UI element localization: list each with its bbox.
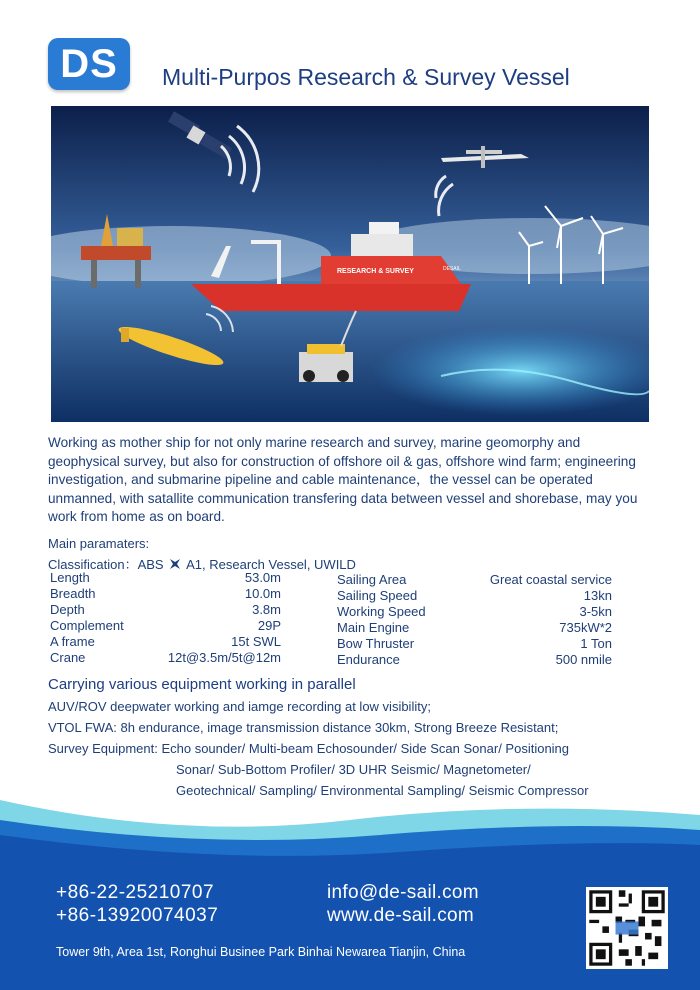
equipment-vtol: VTOL FWA: 8h endurance, image transmission distance 30km, Strong Breeze Resistant;	[48, 720, 559, 735]
hero-illustration	[51, 106, 649, 422]
spec-value: 15t SWL	[231, 634, 281, 649]
spec-value: 53.0m	[244, 570, 281, 585]
main-params-heading: Main paramaters:	[48, 536, 150, 551]
spec-label: Sailing Speed	[337, 588, 418, 603]
spec-row	[337, 636, 612, 651]
maltese-cross-icon	[169, 558, 181, 570]
spec-label: Depth	[50, 602, 85, 617]
spec-row	[50, 618, 281, 633]
spec-row	[50, 634, 281, 649]
equipment-auv: AUV/ROV deepwater working and iamge recording at low visibility;	[48, 699, 431, 714]
page-title: Multi-Purpos Research & Survey Vessel	[162, 64, 570, 90]
spec-label: A frame	[50, 634, 95, 649]
spec-label: Breadth	[50, 586, 96, 601]
spec-value: Great coastal service	[489, 572, 612, 587]
spec-value: 500 nmile	[555, 652, 612, 667]
rov-icon	[299, 344, 353, 382]
equipment-survey-line-2: Sonar/ Sub-Bottom Profiler/ 3D UHR Seismic/ Magnetometer/	[176, 762, 531, 777]
spec-value: 3.8m	[252, 602, 281, 617]
spec-row	[50, 650, 281, 665]
spec-value: 1 Ton	[580, 636, 612, 651]
spec-label: Length	[50, 570, 90, 585]
spec-value: 10.0m	[244, 586, 281, 601]
equipment-survey-line-3: Geotechnical/ Sampling/ Environmental Sampling/ Seismic Compressor	[176, 783, 589, 798]
spec-row	[337, 620, 612, 635]
website[interactable]: www.de-sail.com	[327, 905, 475, 926]
equipment-survey-line-1: Survey Equipment: Echo sounder/ Multi-beam Echosounder/ Side Scan Sonar/ Positioning	[48, 741, 570, 756]
spec-value: 13kn	[583, 588, 612, 603]
ship-name: DESAIL	[443, 266, 461, 272]
spec-row	[337, 604, 612, 619]
qr-code-icon	[586, 887, 668, 969]
spec-row	[337, 572, 612, 587]
intro-paragraph: Working as mother ship for not only marine research and survey, marine geomorphy and geophysical survey, but also for construction of offshore oil & gas, offshore wind farm; engineering investigation, and submarine pipeline and cable maintenance，the vessel can be operated unmanned, with satallite communication transfering data between vessel and shorebase, may you work from home as on board.	[48, 435, 638, 525]
address: Tower 9th, Area 1st, Ronghui Businee Park Binhai Newarea Tianjin, China	[56, 945, 466, 959]
spec-value: 29P	[257, 618, 281, 633]
spec-row	[337, 652, 612, 667]
equipment-heading: Carrying various equipment working in parallel	[48, 676, 356, 693]
spec-row	[50, 602, 281, 617]
spec-label: Sailing Area	[337, 572, 407, 587]
classification-label: Classification：	[48, 557, 138, 572]
spec-label: Complement	[50, 618, 124, 633]
email[interactable]: info@de-sail.com	[327, 882, 479, 903]
ship-label: RESEARCH & SURVEY	[337, 268, 414, 275]
spec-label: Endurance	[337, 652, 400, 667]
spec-label: Working Speed	[337, 604, 426, 619]
classification-notation: A1, Research Vessel, UWILD	[186, 557, 356, 572]
spec-row	[337, 588, 612, 603]
spec-label: Main Engine	[337, 620, 410, 635]
phone-2: +86-13920074037	[56, 905, 219, 926]
spec-row	[50, 586, 281, 601]
spec-label: Crane	[50, 650, 86, 665]
spec-value: 735kW*2	[559, 620, 612, 635]
spec-row	[50, 570, 281, 585]
spec-value: 12t@3.5m/5t@12m	[167, 650, 281, 665]
spec-value: 3-5kn	[579, 604, 612, 619]
phone-1: +86-22-25210707	[56, 882, 215, 903]
classification-society: ABS	[137, 557, 164, 572]
ds-logo: DS	[48, 38, 130, 90]
spec-label: Bow Thruster	[337, 636, 415, 651]
